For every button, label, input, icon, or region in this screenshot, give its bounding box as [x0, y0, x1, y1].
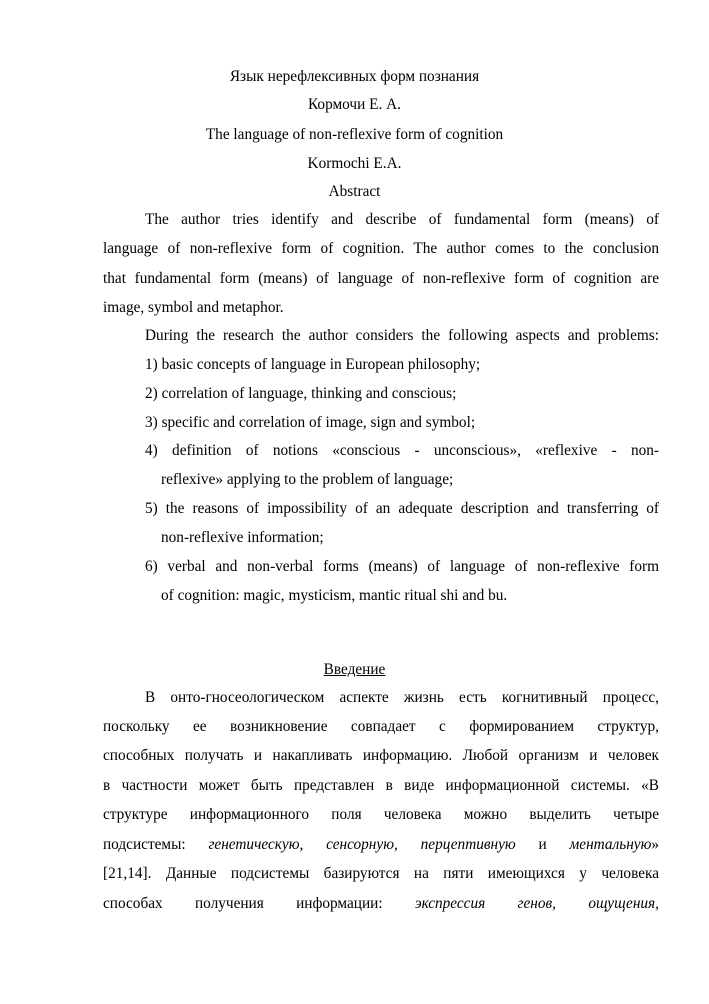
aspect-item: 6) verbal and non-verbal forms (means) of language of non-reflexive form [145, 558, 659, 575]
aspect-item: 5) the reasons of impossibility of an adequate description and transferring of [145, 500, 659, 517]
word: информации: [296, 895, 383, 912]
term-sensory: сенсорную, [326, 836, 398, 853]
aspect-item-continued: of cognition: magic, mysticism, mantic ritual shi and bu. [161, 587, 508, 604]
aspect-item-continued: reflexive» applying to the problem of language; [161, 471, 454, 488]
term-perceptive: перцептивную [420, 836, 516, 853]
quote-close: » [651, 836, 660, 853]
aspect-item: 4) definition of notions «conscious - unconscious», «reflexive - non- [145, 442, 659, 459]
term-mental: ментальную [569, 836, 652, 853]
intro-line: структуре информационного поля человека можно выделить четыре [103, 806, 659, 823]
author-en: Kormochi E.A. [307, 155, 402, 172]
author-ru: Кормочи Е. А. [307, 96, 401, 113]
title-en: The language of non-reflexive form of cognition [205, 126, 504, 143]
intro-line: в частности может быть представлен в виде информационной системы. «В [103, 777, 659, 794]
intro-heading [0, 660, 709, 680]
subsystems-prefix: подсистемы: [103, 836, 209, 853]
intro-line-subsystems [103, 835, 659, 855]
intro-heading-text: Введение [323, 661, 386, 678]
intro-line: В онто-гносеологическом аспекте жизнь есть когнитивный процесс, [145, 689, 659, 706]
abstract-line: language of non-reflexive form of cognition. The author comes to the conclusion [103, 240, 659, 257]
intro-line: способных получать и накапливать информацию. Любой организм и человек [103, 747, 659, 764]
abstract-line: that fundamental form (means) of language of non-reflexive form of cognition are [103, 270, 659, 287]
aspect-item: 3) specific and correlation of image, sign and symbol; [145, 414, 476, 431]
term-genes: генов, [517, 895, 557, 912]
research-intro: During the research the author considers the following aspects and problems: [145, 327, 659, 344]
term-gene-expression: экспрессия [414, 895, 486, 912]
intro-line: поскольку ее возникновение совпадает с формированием структур, [103, 718, 659, 735]
aspect-item: 1) basic concepts of language in European philosophy; [145, 356, 481, 373]
intro-line-methods [103, 894, 659, 914]
abstract-line: image, symbol and metaphor. [103, 299, 284, 316]
intro-line: [21,14]. Данные подсистемы базируются на пяти имеющихся у человека [103, 865, 659, 882]
title-ru: Язык нерефлексивных форм познания [229, 68, 480, 85]
abstract-line: The author tries identify and describe of fundamental form (means) of [145, 211, 659, 228]
word: способах [103, 895, 163, 912]
conjunction-and: и [538, 836, 547, 853]
aspect-item-continued: non-reflexive information; [161, 529, 324, 546]
term-genetic: генетическую, [208, 836, 304, 853]
term-sensations: ощущения, [588, 895, 659, 912]
aspect-item: 2) correlation of language, thinking and conscious; [145, 385, 457, 402]
word: получения [194, 895, 264, 912]
abstract-heading: Abstract [328, 183, 381, 200]
